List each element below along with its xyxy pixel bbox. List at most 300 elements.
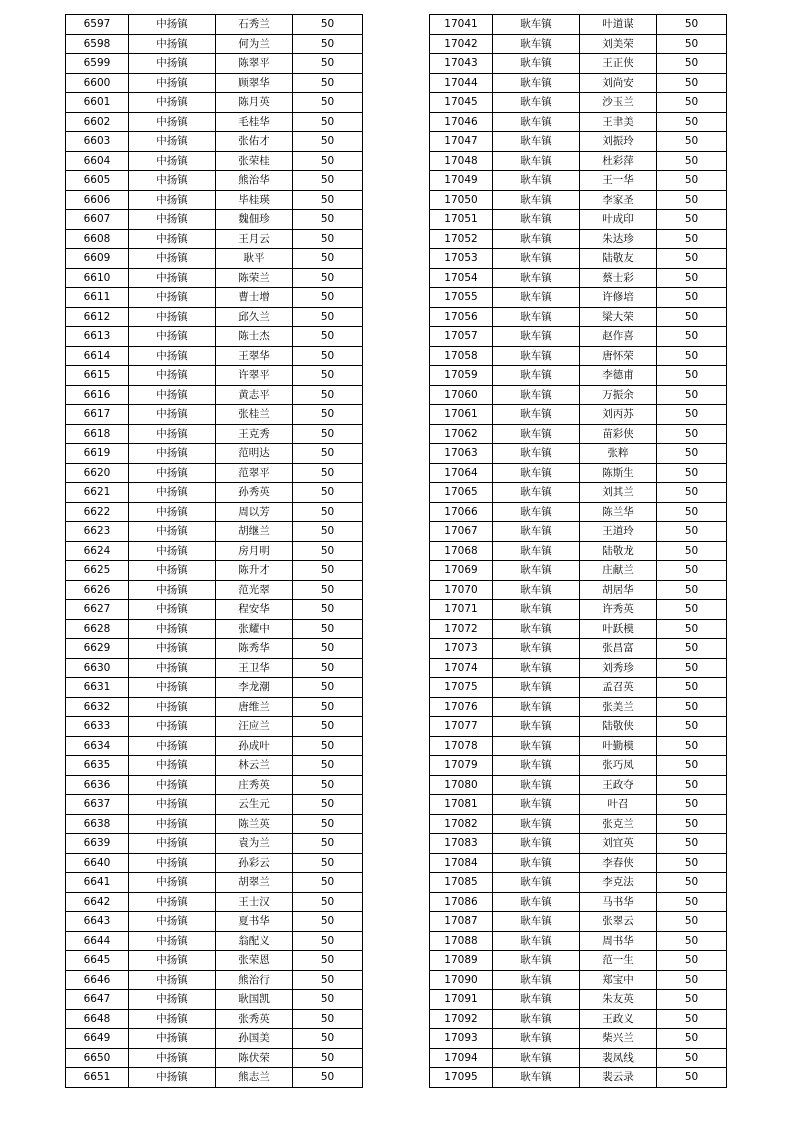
amount-cell: 50 xyxy=(657,717,727,737)
amount-cell: 50 xyxy=(293,873,363,893)
serial-number-cell: 6618 xyxy=(66,424,129,444)
serial-number-cell: 6634 xyxy=(66,736,129,756)
town-cell: 耿车镇 xyxy=(493,775,580,795)
amount-cell: 50 xyxy=(293,639,363,659)
serial-number-cell: 17093 xyxy=(430,1029,493,1049)
table-row xyxy=(430,463,727,483)
town-cell: 中扬镇 xyxy=(129,541,216,561)
name-cell: 张荣桂 xyxy=(216,151,293,171)
table-row xyxy=(430,892,727,912)
town-cell: 中扬镇 xyxy=(129,1009,216,1029)
serial-number-cell: 6597 xyxy=(66,15,129,35)
serial-number-cell: 6600 xyxy=(66,73,129,93)
table-row xyxy=(430,678,727,698)
table-row xyxy=(66,268,363,288)
amount-cell: 50 xyxy=(293,93,363,113)
serial-number-cell: 6615 xyxy=(66,366,129,386)
table-row xyxy=(430,834,727,854)
table-row xyxy=(430,112,727,132)
town-cell: 耿车镇 xyxy=(493,756,580,776)
table-row xyxy=(66,112,363,132)
serial-number-cell: 6633 xyxy=(66,717,129,737)
serial-number-cell: 6625 xyxy=(66,561,129,581)
table-row xyxy=(66,1048,363,1068)
amount-cell: 50 xyxy=(293,697,363,717)
table-row xyxy=(66,190,363,210)
town-cell: 中扬镇 xyxy=(129,756,216,776)
town-cell: 中扬镇 xyxy=(129,717,216,737)
amount-cell: 50 xyxy=(293,717,363,737)
serial-number-cell: 17052 xyxy=(430,229,493,249)
table-row xyxy=(430,15,727,35)
name-cell: 张美兰 xyxy=(580,697,657,717)
name-cell: 汪应兰 xyxy=(216,717,293,737)
table-row xyxy=(430,502,727,522)
name-cell: 周书华 xyxy=(580,931,657,951)
amount-cell: 50 xyxy=(657,814,727,834)
name-cell: 胡居华 xyxy=(580,580,657,600)
table-row xyxy=(66,639,363,659)
serial-number-cell: 17079 xyxy=(430,756,493,776)
table-row xyxy=(66,288,363,308)
table-row xyxy=(430,210,727,230)
serial-number-cell: 17051 xyxy=(430,210,493,230)
serial-number-cell: 17091 xyxy=(430,990,493,1010)
name-cell: 许修培 xyxy=(580,288,657,308)
name-cell: 周以芳 xyxy=(216,502,293,522)
serial-number-cell: 17062 xyxy=(430,424,493,444)
serial-number-cell: 6612 xyxy=(66,307,129,327)
amount-cell: 50 xyxy=(657,951,727,971)
serial-number-cell: 17089 xyxy=(430,951,493,971)
table-row xyxy=(66,171,363,191)
serial-number-cell: 17087 xyxy=(430,912,493,932)
serial-number-cell: 6613 xyxy=(66,327,129,347)
amount-cell: 50 xyxy=(293,951,363,971)
serial-number-cell: 6599 xyxy=(66,54,129,74)
amount-cell: 50 xyxy=(293,814,363,834)
town-cell: 耿车镇 xyxy=(493,73,580,93)
amount-cell: 50 xyxy=(293,190,363,210)
table-row xyxy=(66,385,363,405)
town-cell: 中扬镇 xyxy=(129,93,216,113)
amount-cell: 50 xyxy=(293,970,363,990)
table-row xyxy=(66,736,363,756)
amount-cell: 50 xyxy=(293,892,363,912)
amount-cell: 50 xyxy=(293,132,363,152)
name-cell: 刘其兰 xyxy=(580,483,657,503)
name-cell: 朱达珍 xyxy=(580,229,657,249)
serial-number-cell: 17053 xyxy=(430,249,493,269)
table-row xyxy=(66,970,363,990)
serial-number-cell: 17085 xyxy=(430,873,493,893)
town-cell: 中扬镇 xyxy=(129,73,216,93)
amount-cell: 50 xyxy=(657,970,727,990)
town-cell: 耿车镇 xyxy=(493,463,580,483)
name-cell: 黄志平 xyxy=(216,385,293,405)
amount-cell: 50 xyxy=(293,561,363,581)
amount-cell: 50 xyxy=(657,366,727,386)
amount-cell: 50 xyxy=(293,463,363,483)
table-row xyxy=(66,522,363,542)
amount-cell: 50 xyxy=(657,171,727,191)
amount-cell: 50 xyxy=(657,561,727,581)
amount-cell: 50 xyxy=(293,541,363,561)
town-cell: 中扬镇 xyxy=(129,1068,216,1088)
serial-number-cell: 17049 xyxy=(430,171,493,191)
serial-number-cell: 17092 xyxy=(430,1009,493,1029)
table-row xyxy=(66,912,363,932)
town-cell: 耿车镇 xyxy=(493,502,580,522)
table-row xyxy=(66,873,363,893)
serial-number-cell: 17088 xyxy=(430,931,493,951)
serial-number-cell: 6636 xyxy=(66,775,129,795)
amount-cell: 50 xyxy=(293,990,363,1010)
serial-number-cell: 6628 xyxy=(66,619,129,639)
left-roster-body xyxy=(66,15,363,1088)
town-cell: 耿车镇 xyxy=(493,873,580,893)
name-cell: 翁配义 xyxy=(216,931,293,951)
town-cell: 耿车镇 xyxy=(493,112,580,132)
serial-number-cell: 17095 xyxy=(430,1068,493,1088)
amount-cell: 50 xyxy=(657,736,727,756)
town-cell: 耿车镇 xyxy=(493,15,580,35)
town-cell: 中扬镇 xyxy=(129,54,216,74)
name-cell: 袁为兰 xyxy=(216,834,293,854)
table-row xyxy=(430,424,727,444)
amount-cell: 50 xyxy=(657,288,727,308)
serial-number-cell: 6627 xyxy=(66,600,129,620)
table-row xyxy=(66,210,363,230)
amount-cell: 50 xyxy=(293,15,363,35)
name-cell: 张佑才 xyxy=(216,132,293,152)
serial-number-cell: 17045 xyxy=(430,93,493,113)
town-cell: 耿车镇 xyxy=(493,268,580,288)
serial-number-cell: 17064 xyxy=(430,463,493,483)
table-row xyxy=(66,834,363,854)
serial-number-cell: 6631 xyxy=(66,678,129,698)
name-cell: 张荣恩 xyxy=(216,951,293,971)
name-cell: 李龙潮 xyxy=(216,678,293,698)
serial-number-cell: 6623 xyxy=(66,522,129,542)
serial-number-cell: 6611 xyxy=(66,288,129,308)
name-cell: 张秀英 xyxy=(216,1009,293,1029)
table-row xyxy=(430,54,727,74)
town-cell: 中扬镇 xyxy=(129,1029,216,1049)
table-row xyxy=(430,970,727,990)
table-row xyxy=(66,249,363,269)
table-row xyxy=(66,853,363,873)
name-cell: 万振余 xyxy=(580,385,657,405)
amount-cell: 50 xyxy=(293,307,363,327)
table-row xyxy=(430,190,727,210)
amount-cell: 50 xyxy=(657,502,727,522)
amount-cell: 50 xyxy=(293,1048,363,1068)
town-cell: 耿车镇 xyxy=(493,853,580,873)
name-cell: 陈月英 xyxy=(216,93,293,113)
town-cell: 中扬镇 xyxy=(129,970,216,990)
serial-number-cell: 17057 xyxy=(430,327,493,347)
town-cell: 耿车镇 xyxy=(493,931,580,951)
table-row xyxy=(430,73,727,93)
serial-number-cell: 6647 xyxy=(66,990,129,1010)
town-cell: 中扬镇 xyxy=(129,210,216,230)
town-cell: 耿车镇 xyxy=(493,678,580,698)
table-row xyxy=(430,853,727,873)
town-cell: 耿车镇 xyxy=(493,951,580,971)
amount-cell: 50 xyxy=(657,580,727,600)
town-cell: 耿车镇 xyxy=(493,229,580,249)
town-cell: 耿车镇 xyxy=(493,1009,580,1029)
town-cell: 耿车镇 xyxy=(493,171,580,191)
table-row xyxy=(430,93,727,113)
name-cell: 王翠华 xyxy=(216,346,293,366)
table-row xyxy=(430,756,727,776)
town-cell: 中扬镇 xyxy=(129,775,216,795)
serial-number-cell: 6632 xyxy=(66,697,129,717)
table-row xyxy=(66,600,363,620)
name-cell: 王一华 xyxy=(580,171,657,191)
serial-number-cell: 6621 xyxy=(66,483,129,503)
serial-number-cell: 17042 xyxy=(430,34,493,54)
town-cell: 中扬镇 xyxy=(129,1048,216,1068)
town-cell: 中扬镇 xyxy=(129,834,216,854)
serial-number-cell: 6648 xyxy=(66,1009,129,1029)
table-row xyxy=(66,1068,363,1088)
name-cell: 张巧凤 xyxy=(580,756,657,776)
name-cell: 叶道谋 xyxy=(580,15,657,35)
town-cell: 耿车镇 xyxy=(493,600,580,620)
amount-cell: 50 xyxy=(657,795,727,815)
serial-number-cell: 17071 xyxy=(430,600,493,620)
amount-cell: 50 xyxy=(657,853,727,873)
name-cell: 王政义 xyxy=(580,1009,657,1029)
amount-cell: 50 xyxy=(293,229,363,249)
serial-number-cell: 17041 xyxy=(430,15,493,35)
name-cell: 杜彩萍 xyxy=(580,151,657,171)
right-roster-table xyxy=(429,14,727,1088)
name-cell: 何为兰 xyxy=(216,34,293,54)
town-cell: 耿车镇 xyxy=(493,34,580,54)
table-row xyxy=(66,54,363,74)
amount-cell: 50 xyxy=(657,639,727,659)
name-cell: 魏佃珍 xyxy=(216,210,293,230)
serial-number-cell: 17074 xyxy=(430,658,493,678)
name-cell: 裴凤线 xyxy=(580,1048,657,1068)
table-row xyxy=(430,795,727,815)
amount-cell: 50 xyxy=(657,541,727,561)
table-row xyxy=(66,658,363,678)
serial-number-cell: 17090 xyxy=(430,970,493,990)
amount-cell: 50 xyxy=(657,483,727,503)
town-cell: 耿车镇 xyxy=(493,834,580,854)
amount-cell: 50 xyxy=(293,834,363,854)
name-cell: 程安华 xyxy=(216,600,293,620)
serial-number-cell: 17086 xyxy=(430,892,493,912)
town-cell: 耿车镇 xyxy=(493,444,580,464)
town-cell: 中扬镇 xyxy=(129,990,216,1010)
table-row xyxy=(430,736,727,756)
serial-number-cell: 17080 xyxy=(430,775,493,795)
town-cell: 中扬镇 xyxy=(129,190,216,210)
serial-number-cell: 6629 xyxy=(66,639,129,659)
amount-cell: 50 xyxy=(657,268,727,288)
town-cell: 中扬镇 xyxy=(129,15,216,35)
name-cell: 刘振玲 xyxy=(580,132,657,152)
amount-cell: 50 xyxy=(657,210,727,230)
town-cell: 耿车镇 xyxy=(493,405,580,425)
serial-number-cell: 17083 xyxy=(430,834,493,854)
amount-cell: 50 xyxy=(293,366,363,386)
table-row xyxy=(66,73,363,93)
town-cell: 中扬镇 xyxy=(129,463,216,483)
amount-cell: 50 xyxy=(657,1009,727,1029)
town-cell: 中扬镇 xyxy=(129,736,216,756)
serial-number-cell: 6637 xyxy=(66,795,129,815)
name-cell: 刘宜英 xyxy=(580,834,657,854)
name-cell: 王克秀 xyxy=(216,424,293,444)
name-cell: 刘美荣 xyxy=(580,34,657,54)
table-row xyxy=(66,561,363,581)
serial-number-cell: 6602 xyxy=(66,112,129,132)
amount-cell: 50 xyxy=(657,73,727,93)
serial-number-cell: 17054 xyxy=(430,268,493,288)
name-cell: 毕桂瑛 xyxy=(216,190,293,210)
town-cell: 中扬镇 xyxy=(129,502,216,522)
town-cell: 耿车镇 xyxy=(493,561,580,581)
town-cell: 耿车镇 xyxy=(493,385,580,405)
amount-cell: 50 xyxy=(657,756,727,776)
table-row xyxy=(66,483,363,503)
name-cell: 陆敬侠 xyxy=(580,717,657,737)
town-cell: 耿车镇 xyxy=(493,1048,580,1068)
amount-cell: 50 xyxy=(293,112,363,132)
name-cell: 林云兰 xyxy=(216,756,293,776)
town-cell: 耿车镇 xyxy=(493,912,580,932)
serial-number-cell: 17065 xyxy=(430,483,493,503)
amount-cell: 50 xyxy=(293,756,363,776)
amount-cell: 50 xyxy=(657,463,727,483)
left-roster-table xyxy=(65,14,363,1088)
serial-number-cell: 17060 xyxy=(430,385,493,405)
serial-number-cell: 17072 xyxy=(430,619,493,639)
serial-number-cell: 17076 xyxy=(430,697,493,717)
town-cell: 耿车镇 xyxy=(493,424,580,444)
amount-cell: 50 xyxy=(293,424,363,444)
town-cell: 耿车镇 xyxy=(493,658,580,678)
town-cell: 耿车镇 xyxy=(493,619,580,639)
name-cell: 梁大荣 xyxy=(580,307,657,327)
table-row xyxy=(66,346,363,366)
serial-number-cell: 6620 xyxy=(66,463,129,483)
town-cell: 中扬镇 xyxy=(129,249,216,269)
town-cell: 中扬镇 xyxy=(129,366,216,386)
name-cell: 王正侠 xyxy=(580,54,657,74)
name-cell: 耿平 xyxy=(216,249,293,269)
name-cell: 叶成印 xyxy=(580,210,657,230)
name-cell: 王卫华 xyxy=(216,658,293,678)
serial-number-cell: 6651 xyxy=(66,1068,129,1088)
name-cell: 陆敬龙 xyxy=(580,541,657,561)
town-cell: 中扬镇 xyxy=(129,405,216,425)
table-row xyxy=(66,444,363,464)
amount-cell: 50 xyxy=(657,346,727,366)
serial-number-cell: 17081 xyxy=(430,795,493,815)
name-cell: 范光翠 xyxy=(216,580,293,600)
serial-number-cell: 6643 xyxy=(66,912,129,932)
table-row xyxy=(66,892,363,912)
amount-cell: 50 xyxy=(657,229,727,249)
name-cell: 叶召 xyxy=(580,795,657,815)
table-row xyxy=(430,151,727,171)
name-cell: 曹士增 xyxy=(216,288,293,308)
serial-number-cell: 6626 xyxy=(66,580,129,600)
amount-cell: 50 xyxy=(293,288,363,308)
town-cell: 中扬镇 xyxy=(129,600,216,620)
name-cell: 马书华 xyxy=(580,892,657,912)
name-cell: 孟召英 xyxy=(580,678,657,698)
town-cell: 中扬镇 xyxy=(129,658,216,678)
town-cell: 耿车镇 xyxy=(493,892,580,912)
town-cell: 耿车镇 xyxy=(493,483,580,503)
town-cell: 中扬镇 xyxy=(129,873,216,893)
amount-cell: 50 xyxy=(657,54,727,74)
table-row xyxy=(66,15,363,35)
table-row xyxy=(430,268,727,288)
name-cell: 柴兴兰 xyxy=(580,1029,657,1049)
amount-cell: 50 xyxy=(293,1029,363,1049)
serial-number-cell: 6649 xyxy=(66,1029,129,1049)
amount-cell: 50 xyxy=(657,892,727,912)
amount-cell: 50 xyxy=(657,658,727,678)
name-cell: 张粹 xyxy=(580,444,657,464)
name-cell: 李春侠 xyxy=(580,853,657,873)
town-cell: 中扬镇 xyxy=(129,151,216,171)
town-cell: 中扬镇 xyxy=(129,424,216,444)
table-row xyxy=(66,151,363,171)
town-cell: 中扬镇 xyxy=(129,288,216,308)
serial-number-cell: 6644 xyxy=(66,931,129,951)
amount-cell: 50 xyxy=(657,151,727,171)
name-cell: 孙国美 xyxy=(216,1029,293,1049)
amount-cell: 50 xyxy=(657,600,727,620)
town-cell: 耿车镇 xyxy=(493,210,580,230)
town-cell: 耿车镇 xyxy=(493,541,580,561)
name-cell: 叶跃模 xyxy=(580,619,657,639)
name-cell: 石秀兰 xyxy=(216,15,293,35)
table-row xyxy=(430,249,727,269)
name-cell: 顾翠华 xyxy=(216,73,293,93)
amount-cell: 50 xyxy=(657,873,727,893)
serial-number-cell: 6640 xyxy=(66,853,129,873)
table-row xyxy=(430,658,727,678)
serial-number-cell: 6608 xyxy=(66,229,129,249)
table-row xyxy=(430,814,727,834)
town-cell: 耿车镇 xyxy=(493,522,580,542)
amount-cell: 50 xyxy=(657,112,727,132)
table-row xyxy=(430,229,727,249)
serial-number-cell: 6642 xyxy=(66,892,129,912)
amount-cell: 50 xyxy=(657,249,727,269)
serial-number-cell: 6610 xyxy=(66,268,129,288)
name-cell: 苗彩侠 xyxy=(580,424,657,444)
name-cell: 陈兰华 xyxy=(580,502,657,522)
name-cell: 陈秀华 xyxy=(216,639,293,659)
town-cell: 中扬镇 xyxy=(129,639,216,659)
name-cell: 叶勤模 xyxy=(580,736,657,756)
amount-cell: 50 xyxy=(657,307,727,327)
amount-cell: 50 xyxy=(293,795,363,815)
